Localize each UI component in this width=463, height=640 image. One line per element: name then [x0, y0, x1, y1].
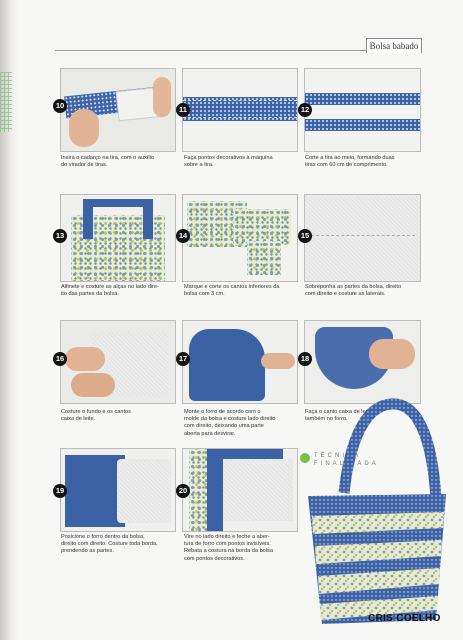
photo-credit: CRIS COELHO: [368, 613, 441, 624]
step-number-18: 18: [298, 352, 312, 366]
step-number-20: 20: [176, 484, 190, 498]
step-caption-17: Monte o forro de acordo com o molde da bolsa e costure lado direito com direito, deixando uma parte aberta para desvirar.: [184, 409, 276, 437]
step-number-15: 15: [298, 229, 312, 243]
step-caption-13: Alfinete e costure as alças no lado dire- ito das partes da bolsa.: [61, 284, 159, 298]
step-number-11: 11: [176, 103, 190, 117]
step-number-12: 12: [298, 103, 312, 117]
step-caption-10: Insira o cadarço na tira, com o auxílio do virador de tiras.: [61, 155, 154, 169]
step-caption-12: Corte a tira ao meio, formando duas tiras com 60 cm de comprimento.: [305, 155, 395, 169]
step-caption-20: Vire no lado direito e feche a aber- tura de forro com pontos invisíveis. Rebata a costura na borda da bolsa com pontos decorativos.: [184, 534, 273, 562]
step-photo-15: [304, 194, 421, 282]
step-caption-18: Faça o canto caixa de leite também no forro.: [305, 409, 372, 423]
finished-technique-label: TÉCNICA FINALIZADA: [314, 453, 379, 467]
step-caption-15: Sobreponha as partes da bolsa, direito com direito e costure as laterais.: [305, 284, 402, 298]
step-photo-12: [304, 68, 421, 152]
section-tab: Bolsa babado: [366, 38, 422, 53]
step-number-19: 19: [53, 484, 67, 498]
step-caption-11: Faça pontos decorativos à máquina sobre a tira.: [184, 155, 273, 169]
step-number-10: 10: [53, 99, 67, 113]
step-photo-18: [304, 320, 421, 404]
step-caption-16: Costure o fundo e os cantos caixa de leite.: [61, 409, 131, 423]
step-photo-13: [60, 194, 176, 282]
step-photo-20: [182, 448, 298, 532]
step-photo-10: [60, 68, 176, 152]
step-photo-19: [60, 448, 176, 532]
step-number-16: 16: [53, 352, 67, 366]
step-number-14: 14: [176, 229, 190, 243]
step-photo-11: [182, 68, 298, 152]
step-photo-16: [60, 320, 176, 404]
step-number-13: 13: [53, 229, 67, 243]
step-caption-14: Marque e corte os cantos inferiores da bolsa com 3 cm.: [184, 284, 280, 298]
page-edge-mark: [0, 72, 12, 132]
step-number-17: 17: [176, 352, 190, 366]
step-photo-14: [182, 194, 298, 282]
finished-bag-illustration: [286, 398, 456, 633]
step-photo-17: [182, 320, 298, 404]
step-caption-19: Posicione o forro dentro da bolsa, direito com direito. Costure toda borda, prendendo as partes.: [61, 534, 158, 555]
